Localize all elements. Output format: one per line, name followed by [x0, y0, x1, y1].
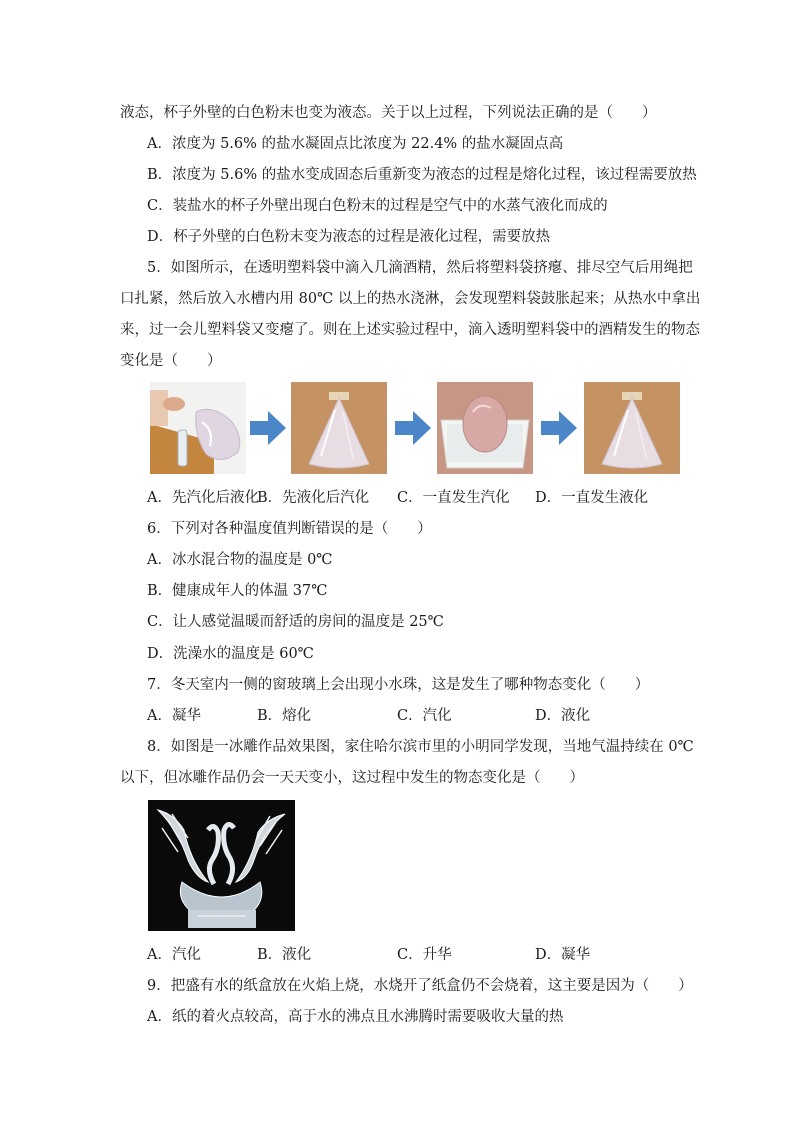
photo-bag-shrunk: [584, 382, 680, 474]
q5-stem-line-4: 变化是（ ）: [120, 353, 222, 369]
photo-sealed-bag: [291, 382, 387, 474]
q8-option-d: D．凝华: [535, 947, 591, 963]
ice-sculpture-swans-image: [148, 800, 295, 931]
arrow-right-icon: [541, 409, 577, 447]
q8-option-b: B．液化: [257, 947, 312, 963]
q8-option-c: C．升华: [397, 947, 452, 963]
photo-drip-alcohol: [150, 382, 246, 474]
q9-option-a: A．纸的着火点较高，高于水的沸点且水沸腾时需要吸收大量的热: [147, 1009, 564, 1025]
q8-stem-line-1: 8．如图是一冰雕作品效果图，家住哈尔滨市里的小明同学发现，当地气温持续在 0℃: [147, 739, 694, 755]
q6-option-a: A．冰水混合物的温度是 0℃: [147, 552, 333, 568]
q5-stem-line-3: 来，过一会儿塑料袋又变瘪了。则在上述实验过程中，滴入透明塑料袋中的酒精发生的物态: [120, 322, 700, 338]
q7-option-b: B．熔化: [257, 708, 312, 724]
q5-option-b: B．先液化后汽化: [257, 490, 370, 506]
q7-stem: 7．冬天室内一侧的窗玻璃上会出现小水珠，这是发生了哪种物态变化（ ）: [147, 677, 650, 693]
q4-option-d: D．杯子外壁的白色粉末变为液态的过程是液化过程，需要放热: [147, 229, 551, 245]
q5-option-a: A．先汽化后液化: [147, 490, 259, 506]
q6-option-d: D．洗澡水的温度是 60℃: [147, 646, 314, 662]
q8-option-a: A．汽化: [147, 947, 201, 963]
q7-option-a: A．凝华: [147, 708, 201, 724]
q6-option-b: B．健康成年人的体温 37℃: [147, 583, 328, 599]
intro-line: 液态，杯子外壁的白色粉末也变为液态。关于以上过程，下列说法正确的是（ ）: [120, 105, 657, 121]
q7-option-c: C．汽化: [397, 708, 452, 724]
q9-stem: 9．把盛有水的纸盒放在火焰上烧，水烧开了纸盒仍不会烧着，这主要是因为（ ）: [147, 978, 693, 994]
q5-stem-line-2: 口扎紧，然后放入水槽内用 80℃ 以上的热水浇淋，会发现塑料袋鼓胀起来；从热水中拿出: [120, 291, 701, 307]
q5-option-c: C．一直发生汽化: [397, 490, 510, 506]
arrow-right-icon: [250, 409, 286, 447]
q4-option-b: B．浓度为 5.6% 的盐水变成固态后重新变为液态的过程是熔化过程，该过程需要放热: [147, 167, 697, 183]
arrow-right-icon: [395, 409, 431, 447]
q5-stem-line-1: 5．如图所示，在透明塑料袋中滴入几滴酒精，然后将塑料袋挤瘪、排尽空气后用绳把: [147, 260, 693, 276]
q4-option-c: C．装盐水的杯子外壁出现白色粉末的过程是空气中的水蒸气液化而成的: [147, 198, 608, 214]
q6-stem: 6．下列对各种温度值判断错误的是（ ）: [147, 521, 432, 537]
q8-stem-line-2: 以下，但冰雕作品仍会一天天变小，这过程中发生的物态变化是（ ）: [120, 770, 584, 786]
q4-option-a: A．浓度为 5.6% 的盐水凝固点比浓度为 22.4% 的盐水凝固点高: [147, 136, 564, 152]
photo-hot-water-trough: [437, 382, 533, 474]
q5-option-d: D．一直发生液化: [535, 490, 649, 506]
q7-option-d: D．液化: [535, 708, 591, 724]
q6-option-c: C．让人感觉温暖而舒适的房间的温度是 25℃: [147, 614, 444, 630]
